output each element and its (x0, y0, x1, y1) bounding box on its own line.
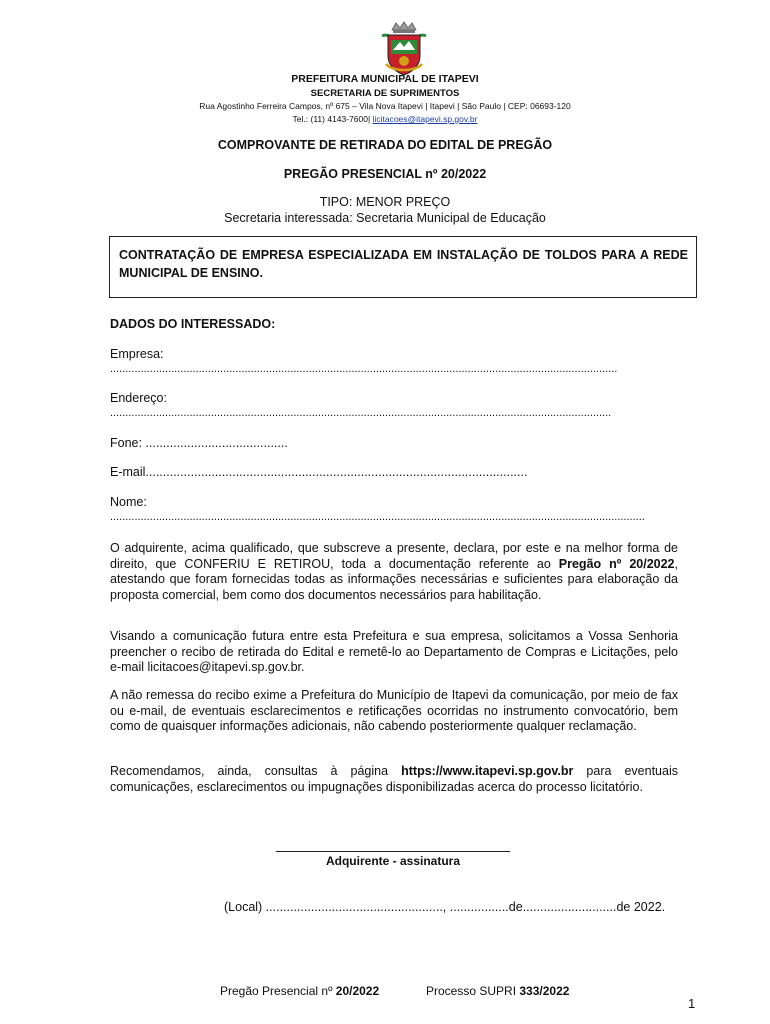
signature-label: Adquirente - assinatura (325, 854, 461, 868)
endereco-field[interactable]: .................................................................................................................................................................... (110, 407, 612, 419)
municipal-coat-of-arms-icon (378, 20, 430, 78)
pregao-title: PREGÃO PRESENCIAL nº 20/2022 (283, 167, 487, 181)
form-heading: DADOS DO INTERESSADO: (110, 317, 276, 331)
page-number: 1 (688, 996, 696, 1011)
itapevi-website-link[interactable]: https://www.itapevi.sp.gov.br (401, 764, 574, 778)
signature-line (276, 851, 510, 852)
email-field[interactable]: E-mail.............................................................................................................. (110, 465, 528, 479)
header-dept: SECRETARIA DE SUPRIMENTOS (310, 88, 460, 99)
footer-pregao: Pregão Presencial nº 20/2022 (220, 984, 380, 998)
communication-paragraph: Visando a comunicação futura entre esta Prefeitura e sua empresa, solicitamos a Vossa Senhoria preencher o recibo de retirada do Edital e remetê-lo ao Departamento de Compras e Licitações, pelo e-mail licitacoes@itapevi.sp.gov.br. (110, 629, 678, 674)
nome-field[interactable]: ............................................................................................................................................................................... (110, 511, 645, 523)
header-email-link[interactable]: licitacoes@itapevi.sp.gov.br (372, 114, 478, 124)
footer-processo: Processo SUPRI 333/2022 (426, 984, 570, 998)
document-title: COMPROVANTE DE RETIRADA DO EDITAL DE PREGÃO (217, 138, 553, 152)
nome-label: Nome: (110, 495, 147, 509)
fone-field[interactable]: Fone: ......................................... (110, 436, 288, 450)
secretaria-line: Secretaria interessada: Secretaria Municipal de Educação (224, 211, 546, 225)
header-contact (0, 114, 770, 124)
header-phone: Tel.: (11) 4143-7600| (292, 114, 371, 124)
object-box: CONTRATAÇÃO DE EMPRESA ESPECIALIZADA EM INSTALAÇÃO DE TOLDOS PARA A REDE MUNICIPAL DE ENSINO. (109, 236, 697, 298)
empresa-field[interactable]: ...................................................................................................................................................................... (110, 363, 618, 375)
local-date-field[interactable]: (Local) ..................................................., .................de...........................de 2022. (224, 900, 666, 914)
declaration-paragraph: O adquirente, acima qualificado, que subscreve a presente, declara, por este e na melhor forma de direito, que CONFERIU E RETIROU, toda a documentação referente ao Pregão nº 20/2022, atestando que foram fornecidas todas as informações necessárias e suficientes para elaboração da proposta comercial, bem como dos documentos necessários para habilitação. (110, 541, 678, 602)
recommendation-paragraph: Recomendamos, ainda, consultas à página https://www.itapevi.sp.gov.br para eventuais comunicações, esclarecimentos ou impugnações disponibilizadas acerca do processo licitatório. (110, 764, 678, 794)
header-address: Rua Agostinho Ferreira Campos, nº 675 – Vila Nova Itapevi | Itapevi | São Paulo | CEP: 06693-120 (199, 101, 571, 111)
endereco-label: Endereço: (110, 391, 167, 405)
empresa-label: Empresa: (110, 347, 164, 361)
header-org: PREFEITURA MUNICIPAL DE ITAPEVI (291, 73, 479, 85)
disclaimer-paragraph: A não remessa do recibo exime a Prefeitura do Município de Itapevi da comunicação, por meio de fax ou e-mail, de eventuais esclarecimentos e retificações ocorridas no instrumento convocatório, bem como de quaisquer informações adicionais, não cabendo posteriormente qualquer reclamação. (110, 688, 678, 733)
tipo-line: TIPO: MENOR PREÇO (319, 195, 451, 209)
